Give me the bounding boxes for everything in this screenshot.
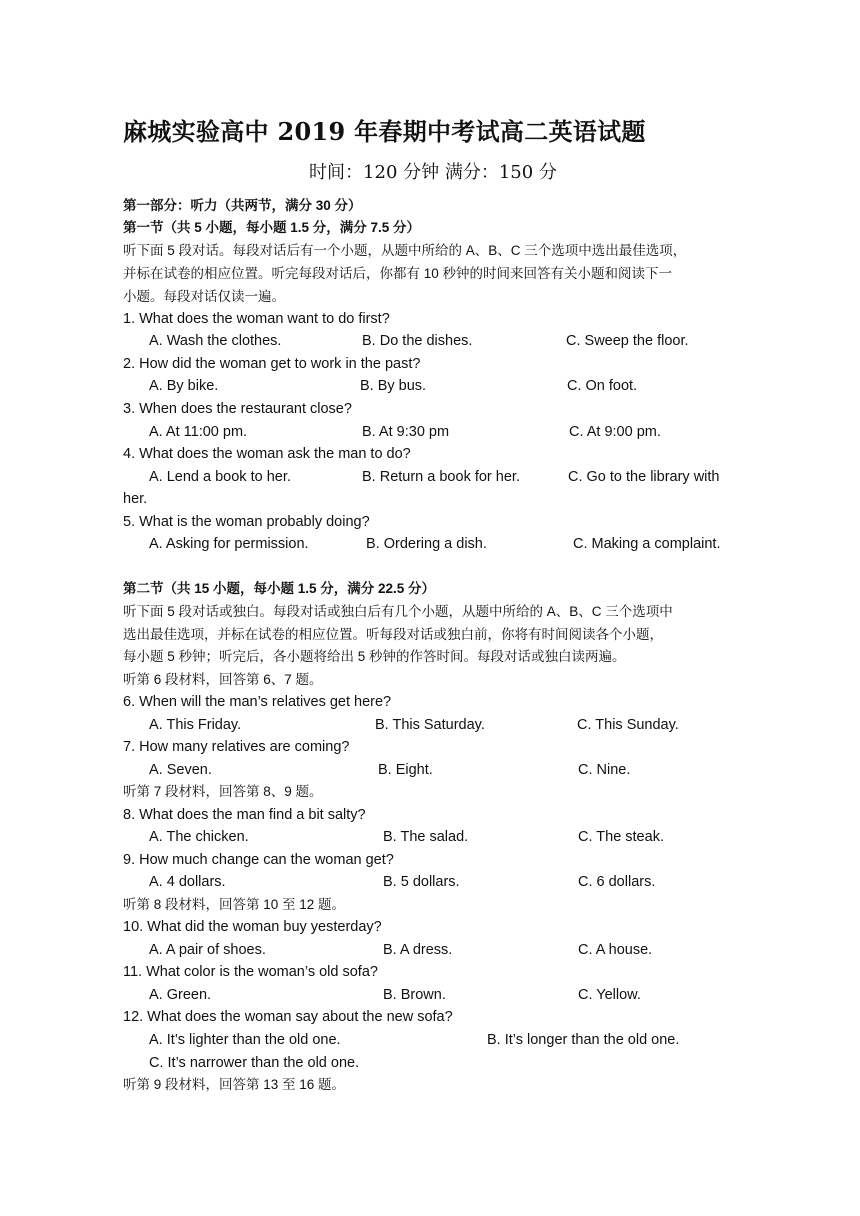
option-b: B. Do the dishes. (362, 333, 473, 349)
question-text: 7. How many relatives are coming? (123, 739, 350, 755)
option-a: A. The chicken. (149, 829, 249, 845)
option-b: B. By bus. (360, 378, 427, 394)
option-a: A. At 11:00 pm. (149, 424, 248, 440)
option-c: C. On foot. (567, 378, 638, 394)
material-note: 听第 6 段材料，回答第 6、7 题。 (123, 672, 323, 687)
option-b: B. Brown. (383, 987, 446, 1003)
option-c: C. 6 dollars. (578, 874, 656, 890)
option-c: C. At 9:00 pm. (569, 424, 661, 440)
part1-heading: 第一部分：听力（共两节，满分 30 分） (123, 198, 362, 213)
option-a: A. 4 dollars. (149, 874, 226, 890)
question-text: 10. What did the woman buy yesterday? (123, 919, 382, 935)
question-text: 11. What color is the woman’s old sofa? (123, 964, 378, 980)
question-text: 8. What does the man find a bit salty? (123, 807, 366, 823)
question-text: 12. What does the woman say about the new sofa? (123, 1009, 453, 1025)
option-a: A. It’s lighter than the old one. (149, 1032, 341, 1048)
option-a: A. Seven. (149, 762, 212, 778)
option-c: C. Go to the library with (568, 469, 720, 485)
option-a: A. Wash the clothes. (149, 333, 282, 349)
material-note: 听第 8 段材料，回答第 10 至 12 题。 (123, 897, 346, 912)
option-b: B. Eight. (378, 762, 433, 778)
option-c: C. Making a complaint. (573, 536, 721, 552)
option-c: C. It’s narrower than the old one. (149, 1055, 360, 1071)
option-c-continuation: her. (123, 491, 148, 507)
option-b: B. 5 dollars. (383, 874, 460, 890)
section2-instruction-line: 每小题 5 秒钟；听完后，各小题将给出 5 秒钟的作答时间。每段对话或独白读两遍。 (123, 649, 626, 664)
question-text: 9. How much change can the woman get? (123, 852, 394, 868)
section1-heading: 第一节（共 5 小题，每小题 1.5 分，满分 7.5 分） (123, 220, 421, 235)
section1-instruction-line: 并标在试卷的相应位置。听完每段对话后，你都有 10 秒钟的时间来回答有关小题和阅读下一 (123, 266, 673, 281)
option-b: B. It’s longer than the old one. (487, 1032, 680, 1048)
material-note: 听第 7 段材料，回答第 8、9 题。 (123, 784, 323, 799)
section2-heading: 第二节（共 15 小题，每小题 1.5 分，满分 22.5 分） (123, 581, 436, 596)
exam-subtitle: 时间：120 分钟 满分：150 分 (309, 162, 557, 183)
option-c: C. Sweep the floor. (566, 333, 689, 349)
option-c: C. The steak. (578, 829, 664, 845)
option-a: A. This Friday. (149, 717, 242, 733)
option-c: C. A house. (578, 942, 653, 958)
option-b: B. Return a book for her. (362, 469, 520, 485)
option-a: A. By bike. (149, 378, 219, 394)
question-text: 5. What is the woman probably doing? (123, 514, 370, 530)
material-note: 听第 9 段材料，回答第 13 至 16 题。 (123, 1077, 346, 1092)
option-b: B. The salad. (383, 829, 469, 845)
option-a: A. A pair of shoes. (149, 942, 266, 958)
question-text: 3. When does the restaurant close? (123, 401, 352, 417)
section2-instruction-line: 选出最佳选项，并标在试卷的相应位置。听每段对话或独白前，你将有时间阅读各个小题， (123, 627, 663, 642)
option-b: B. This Saturday. (375, 717, 485, 733)
option-c: C. Nine. (578, 762, 631, 778)
option-c: C. Yellow. (578, 987, 641, 1003)
option-a: A. Asking for permission. (149, 536, 309, 552)
section2-instruction-line: 听下面 5 段对话或独白。每段对话或独白后有几个小题，从题中所给的 A、B、C 三个选项中 (123, 604, 673, 619)
question-text: 2. How did the woman get to work in the past? (123, 356, 421, 372)
option-b: B. Ordering a dish. (366, 536, 487, 552)
option-a: A. Green. (149, 987, 212, 1003)
option-a: A. Lend a book to her. (149, 469, 291, 485)
section1-instruction-line: 小题。每段对话仅读一遍。 (123, 289, 285, 304)
question-text: 1. What does the woman want to do first? (123, 311, 390, 327)
question-text: 6. When will the man’s relatives get here? (123, 694, 392, 710)
option-b: B. A dress. (383, 942, 453, 958)
option-c: C. This Sunday. (577, 717, 679, 733)
section1-instruction-line: 听下面 5 段对话。每段对话后有一个小题，从题中所给的 A、B、C 三个选项中选出最佳选项， (123, 243, 687, 258)
option-b: B. At 9:30 pm (362, 424, 450, 440)
question-text: 4. What does the woman ask the man to do? (123, 446, 411, 462)
exam-title: 麻城实验高中 2019 年春期中考试高二英语试题 (123, 117, 646, 146)
